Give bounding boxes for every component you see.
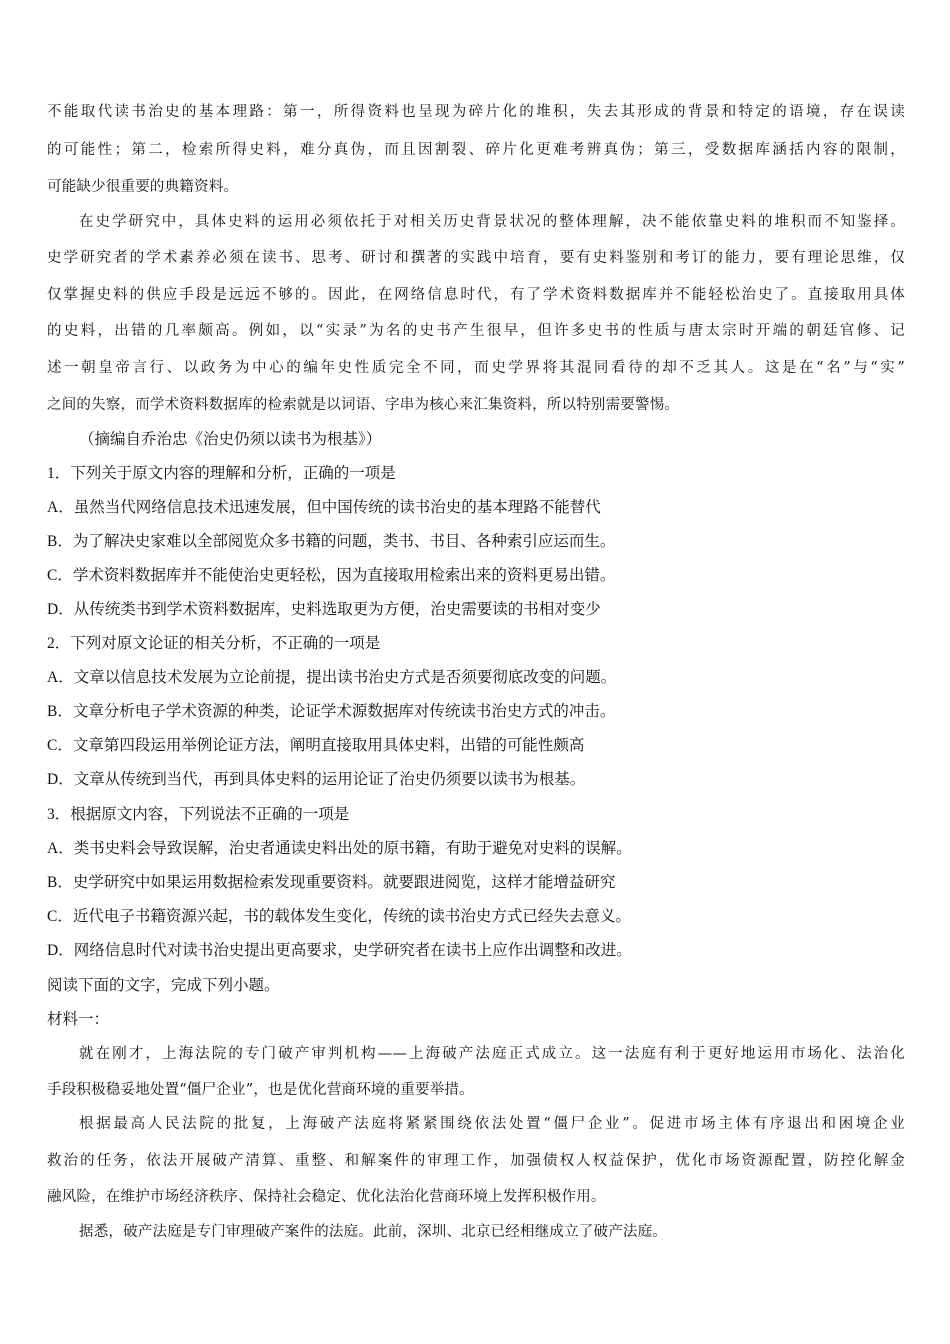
material1-para1-line-1: 就在刚才，上海法院的专门破产审判机构——上海破产法庭正式成立。这一法庭有利于更好地运用市场化、法治化 — [79, 1046, 905, 1062]
material1-para3-line-1: 据悉，破产法庭是专门审理破产案件的法庭。此前，深圳、北京已经相继成立了破产法庭。 — [79, 1224, 667, 1240]
passage2-line-3: 仅掌握史料的供应手段是远远不够的。因此，在网络信息时代，有了学术资料数据库并不能轻松治史了。直接取用具体 — [47, 287, 905, 303]
material1-para2-line-2: 救治的任务，依法开展破产清算、重整、和解案件的审理工作，加强债权人权益保护，优化市场资源配置，防控化解金 — [47, 1153, 905, 1169]
question-2-option-c: C．文章第四段运用举例论证方法，阐明直接取用具体史料，出错的可能性颇高 — [47, 737, 585, 754]
question-3-option-a: A．类书史料会导致误解，治史者通读史料出处的原书籍，有助于避免对史料的误解。 — [47, 840, 632, 857]
question-2-option-d: D．文章从传统到当代，再到具体史料的运用论证了治史仍须要以读书为根基。 — [47, 771, 586, 788]
question-3-option-b: B．史学研究中如果运用数据检索发现重要资料。就要跟进阅览，这样才能增益研究 — [47, 874, 616, 891]
passage2-line-2: 史学研究者的学术素养必须在读书、思考、研讨和撰著的实践中培育，要有史料鉴别和考订的能力，要有理论思维，仅 — [47, 250, 905, 266]
question-3-option-c: C．近代电子书籍资源兴起，书的载体发生变化，传统的读书治史方式已经失去意义。 — [47, 908, 631, 925]
question-1-option-b: B．为了解决史家难以全部阅览众多书籍的问题，类书、书目、各种索引应运而生。 — [47, 533, 616, 550]
passage2-line-6: 之间的失察，而学术资料数据库的检索就是以词语、字串为核心来汇集资料，所以特别需要警惕。 — [47, 397, 680, 413]
question-2-option-b: B．文章分析电子学术资源的种类，论证学术源数据库对传统读书治史方式的冲击。 — [47, 703, 616, 720]
question-3-stem: 3．根据原文内容，下列说法不正确的一项是 — [47, 806, 350, 823]
material1-para2-line-1: 根据最高人民法院的批复，上海破产法庭将紧紧围绕依法处置“僵尸企业”。促进市场主体有序退出和困境企业 — [79, 1116, 905, 1132]
passage1-line-1: 不能取代读书治史的基本理路：第一，所得资料也呈现为碎片化的堆积，失去其形成的背景和特定的语境，存在误读 — [47, 104, 905, 120]
passage2-line-1: 在史学研究中，具体史料的运用必须依托于对相关历史背景状况的整体理解，决不能依靠史料的堆积而不知鉴择。 — [79, 214, 905, 230]
question-2-stem: 2．下列对原文论证的相关分析，不正确的一项是 — [47, 635, 381, 652]
passage2-line-5: 述一朝皇帝言行、以政务为中心的编年史性质完全不同，而史学界将其混同看待的却不乏其人。这是在“名”与“实” — [47, 360, 905, 376]
passage1-line-2: 的可能性；第二，检索所得史料，难分真伪，而且因割裂、碎片化更难考辨真伪；第三，受数据库涵括内容的限制， — [47, 142, 905, 158]
question-3-option-d: D．网络信息时代对读书治史提出更高要求，史学研究者在读书上应作出调整和改进。 — [47, 942, 632, 959]
question-1-option-a: A．虽然当代网络信息技术迅速发展，但中国传统的读书治史的基本理路不能替代 — [47, 499, 601, 516]
question-1-stem: 1．下列关于原文内容的理解和分析，正确的一项是 — [47, 465, 396, 482]
material1-para2-line-3: 融风险，在维护市场经济秩序、保持社会稳定、优化法治化营商环境上发挥积极作用。 — [47, 1189, 606, 1205]
passage2-line-4: 的史料，出错的几率颇高。例如，以“实录”为名的史书产生很早，但许多史书的性质与唐太宗时开端的朝廷官修、记 — [47, 323, 905, 339]
passage1-line-3: 可能缺少很重要的典籍资料。 — [47, 179, 239, 195]
source-citation: （摘编自乔治忠《治史仍须以读书为根基》） — [79, 431, 382, 448]
question-1-option-d: D．从传统类书到学术资料数据库，史料选取更为方便，治史需要读的书相对变少 — [47, 601, 601, 618]
reading-instruction: 阅读下面的文字，完成下列小题。 — [47, 977, 280, 994]
question-2-option-a: A．文章以信息技术发展为立论前提，提出读书治史方式是否须要彻底改变的问题。 — [47, 669, 617, 686]
material-label: 材料一： — [47, 1011, 110, 1028]
material1-para1-line-2: 手段积极稳妥地处置“僵尸企业”，也是优化营商环境的重要举措。 — [47, 1082, 474, 1098]
question-1-option-c: C．学术资料数据库并不能使治史更轻松，因为直接取用检索出来的资料更易出错。 — [47, 567, 616, 584]
